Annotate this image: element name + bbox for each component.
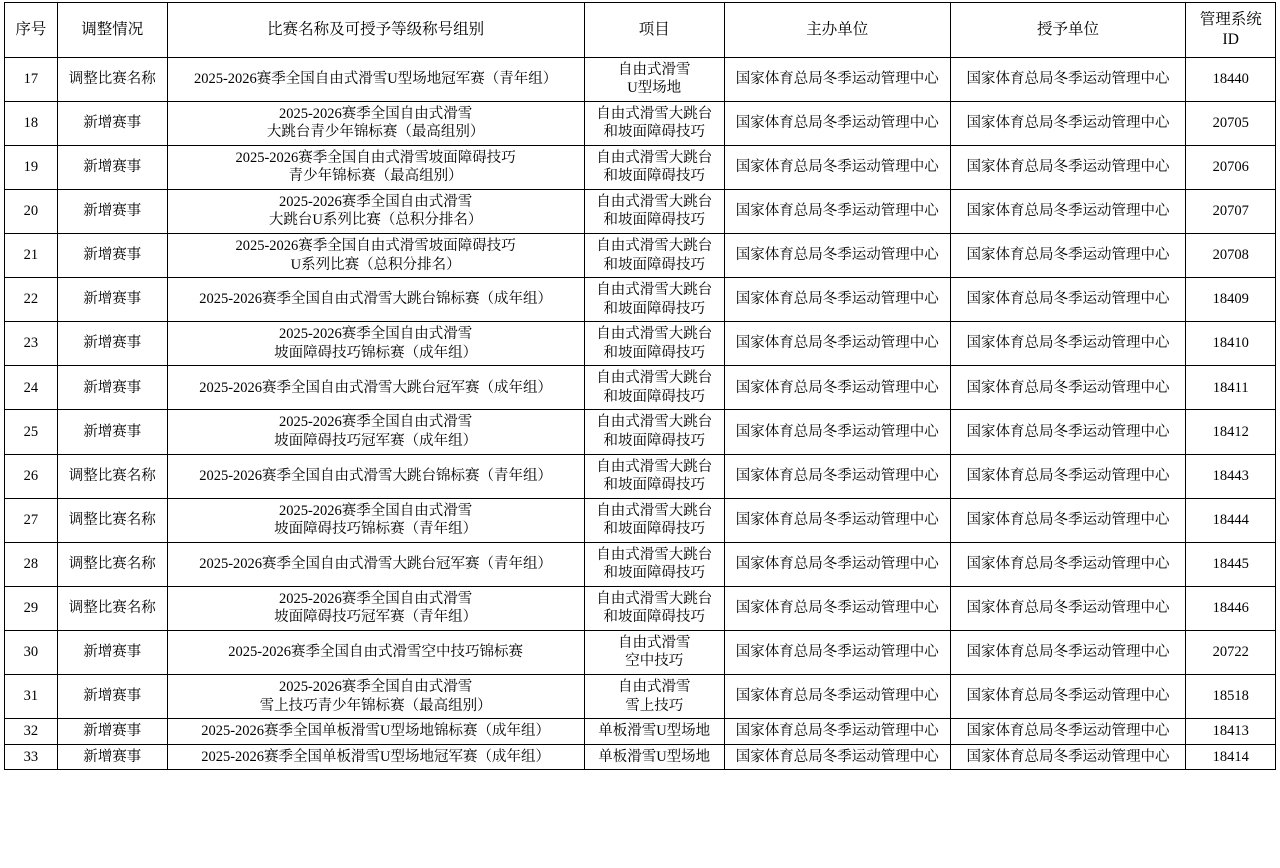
cell-competition-name bbox=[167, 674, 584, 718]
cell-event-discipline bbox=[584, 719, 724, 745]
cell-competition-name bbox=[167, 57, 584, 101]
cell-sequence-number: 17 bbox=[5, 57, 58, 101]
cell-competition-name-lines bbox=[170, 237, 582, 274]
cell-event-discipline bbox=[584, 145, 724, 189]
cell-competition-name-line-1: 2025-2026赛季全国自由式滑雪空中技巧锦标赛 bbox=[228, 644, 524, 661]
cell-event-discipline-lines bbox=[587, 413, 722, 450]
cell-event-discipline-line-1: 自由式滑雪大跳台 bbox=[596, 105, 713, 122]
cell-competition-name-line-2: 坡面障碍技巧冠军赛（青年组） bbox=[274, 609, 478, 626]
table-row bbox=[5, 498, 1276, 542]
column-header-event: 项目 bbox=[584, 3, 724, 58]
cell-competition-name-line-1: 2025-2026赛季全国自由式滑雪坡面障碍技巧 bbox=[235, 238, 516, 255]
cell-event-discipline-line-1: 自由式滑雪大跳台 bbox=[596, 149, 713, 166]
cell-competition-name-lines bbox=[170, 502, 582, 539]
cell-competition-name-lines bbox=[170, 70, 582, 89]
cell-event-discipline-lines bbox=[587, 590, 722, 627]
cell-host-unit: 国家体育总局冬季运动管理中心 bbox=[724, 744, 950, 770]
cell-competition-name bbox=[167, 189, 584, 233]
cell-adjustment-type: 新增赛事 bbox=[57, 674, 167, 718]
cell-grantor-unit: 国家体育总局冬季运动管理中心 bbox=[950, 498, 1186, 542]
cell-host-unit: 国家体育总局冬季运动管理中心 bbox=[724, 586, 950, 630]
cell-competition-name-lines bbox=[170, 590, 582, 627]
cell-event-discipline bbox=[584, 542, 724, 586]
cell-grantor-unit: 国家体育总局冬季运动管理中心 bbox=[950, 366, 1186, 410]
cell-event-discipline-line-1: 自由式滑雪 bbox=[617, 61, 691, 78]
cell-host-unit: 国家体育总局冬季运动管理中心 bbox=[724, 630, 950, 674]
cell-event-discipline-line-2: 和坡面障碍技巧 bbox=[603, 256, 705, 273]
table-row bbox=[5, 719, 1276, 745]
cell-event-discipline bbox=[584, 498, 724, 542]
cell-sequence-number: 31 bbox=[5, 674, 58, 718]
cell-competition-name-line-1: 2025-2026赛季全国自由式滑雪坡面障碍技巧 bbox=[235, 149, 516, 166]
cell-sequence-number: 26 bbox=[5, 454, 58, 498]
cell-competition-name-line-1: 2025-2026赛季全国自由式滑雪 bbox=[278, 193, 473, 210]
cell-competition-name-lines bbox=[170, 290, 582, 309]
cell-grantor-unit: 国家体育总局冬季运动管理中心 bbox=[950, 278, 1186, 322]
cell-event-discipline bbox=[584, 630, 724, 674]
cell-event-discipline-line-1: 自由式滑雪大跳台 bbox=[596, 414, 713, 431]
cell-sequence-number: 23 bbox=[5, 322, 58, 366]
cell-event-discipline bbox=[584, 410, 724, 454]
cell-event-discipline-line-1: 自由式滑雪大跳台 bbox=[596, 590, 713, 607]
cell-adjustment-type: 新增赛事 bbox=[57, 189, 167, 233]
table-row bbox=[5, 57, 1276, 101]
cell-competition-name bbox=[167, 322, 584, 366]
cell-event-discipline-lines bbox=[587, 281, 722, 318]
cell-competition-name-lines bbox=[170, 193, 582, 230]
cell-event-discipline bbox=[584, 366, 724, 410]
cell-event-discipline-line-2: 和坡面障碍技巧 bbox=[603, 432, 705, 449]
cell-competition-name-line-1: 2025-2026赛季全国自由式滑雪大跳台冠军赛（成年组） bbox=[199, 379, 553, 396]
table-row bbox=[5, 542, 1276, 586]
cell-sequence-number: 28 bbox=[5, 542, 58, 586]
cell-sequence-number: 20 bbox=[5, 189, 58, 233]
cell-event-discipline-line-1: 自由式滑雪大跳台 bbox=[596, 238, 713, 255]
cell-host-unit: 国家体育总局冬季运动管理中心 bbox=[724, 101, 950, 145]
table-row bbox=[5, 744, 1276, 770]
cell-adjustment-type: 新增赛事 bbox=[57, 145, 167, 189]
cell-event-discipline-lines bbox=[587, 105, 722, 142]
table-row bbox=[5, 366, 1276, 410]
cell-event-discipline bbox=[584, 101, 724, 145]
column-header-system-id-line-2: ID bbox=[1222, 30, 1239, 48]
table-body bbox=[5, 57, 1276, 770]
cell-competition-name-line-2: 坡面障碍技巧锦标赛（成年组） bbox=[274, 344, 478, 361]
cell-competition-name-line-1: 2025-2026赛季全国自由式滑雪 bbox=[278, 326, 473, 343]
cell-event-discipline-line-1: 自由式滑雪大跳台 bbox=[596, 282, 713, 299]
cell-event-discipline-line-2: 和坡面障碍技巧 bbox=[603, 609, 705, 626]
cell-adjustment-type: 调整比赛名称 bbox=[57, 57, 167, 101]
cell-event-discipline bbox=[584, 586, 724, 630]
cell-competition-name bbox=[167, 410, 584, 454]
cell-competition-name-lines bbox=[170, 413, 582, 450]
table-row bbox=[5, 410, 1276, 454]
cell-sequence-number: 19 bbox=[5, 145, 58, 189]
cell-sequence-number: 25 bbox=[5, 410, 58, 454]
cell-sequence-number: 18 bbox=[5, 101, 58, 145]
table-row bbox=[5, 189, 1276, 233]
competition-adjustment-table bbox=[4, 2, 1276, 770]
cell-system-id: 18414 bbox=[1186, 744, 1276, 770]
cell-competition-name-lines bbox=[170, 722, 582, 741]
cell-system-id: 18410 bbox=[1186, 322, 1276, 366]
cell-host-unit: 国家体育总局冬季运动管理中心 bbox=[724, 57, 950, 101]
cell-competition-name-line-1: 2025-2026赛季全国自由式滑雪 bbox=[278, 502, 473, 519]
cell-grantor-unit: 国家体育总局冬季运动管理中心 bbox=[950, 744, 1186, 770]
cell-competition-name-lines bbox=[170, 149, 582, 186]
cell-system-id: 20707 bbox=[1186, 189, 1276, 233]
cell-grantor-unit: 国家体育总局冬季运动管理中心 bbox=[950, 630, 1186, 674]
cell-event-discipline bbox=[584, 234, 724, 278]
cell-competition-name-line-2: 坡面障碍技巧锦标赛（青年组） bbox=[274, 521, 478, 538]
cell-grantor-unit: 国家体育总局冬季运动管理中心 bbox=[950, 674, 1186, 718]
cell-system-id: 18411 bbox=[1186, 366, 1276, 410]
cell-system-id: 18444 bbox=[1186, 498, 1276, 542]
cell-host-unit: 国家体育总局冬季运动管理中心 bbox=[724, 234, 950, 278]
cell-event-discipline-line-1: 自由式滑雪 bbox=[617, 678, 691, 695]
cell-event-discipline-lines bbox=[587, 678, 722, 715]
cell-competition-name-lines bbox=[170, 467, 582, 486]
cell-adjustment-type: 新增赛事 bbox=[57, 101, 167, 145]
cell-host-unit: 国家体育总局冬季运动管理中心 bbox=[724, 278, 950, 322]
cell-sequence-number: 33 bbox=[5, 744, 58, 770]
cell-competition-name bbox=[167, 366, 584, 410]
cell-competition-name-line-1: 2025-2026赛季全国自由式滑雪大跳台锦标赛（成年组） bbox=[199, 291, 553, 308]
cell-event-discipline-line-1: 自由式滑雪大跳台 bbox=[596, 458, 713, 475]
cell-competition-name bbox=[167, 630, 584, 674]
cell-adjustment-type: 调整比赛名称 bbox=[57, 542, 167, 586]
cell-system-id: 20705 bbox=[1186, 101, 1276, 145]
cell-sequence-number: 21 bbox=[5, 234, 58, 278]
cell-grantor-unit: 国家体育总局冬季运动管理中心 bbox=[950, 189, 1186, 233]
cell-grantor-unit: 国家体育总局冬季运动管理中心 bbox=[950, 322, 1186, 366]
table-row bbox=[5, 101, 1276, 145]
cell-competition-name bbox=[167, 278, 584, 322]
cell-event-discipline-line-2: 和坡面障碍技巧 bbox=[603, 477, 705, 494]
cell-grantor-unit: 国家体育总局冬季运动管理中心 bbox=[950, 145, 1186, 189]
table-row bbox=[5, 234, 1276, 278]
cell-competition-name bbox=[167, 454, 584, 498]
column-header-grantor-unit: 授予单位 bbox=[950, 3, 1186, 58]
cell-competition-name-lines bbox=[170, 748, 582, 767]
cell-adjustment-type: 新增赛事 bbox=[57, 278, 167, 322]
cell-event-discipline-line-2: 雪上技巧 bbox=[625, 697, 684, 714]
cell-system-id: 18413 bbox=[1186, 719, 1276, 745]
cell-event-discipline bbox=[584, 57, 724, 101]
cell-event-discipline-lines bbox=[587, 722, 722, 741]
table-row bbox=[5, 586, 1276, 630]
cell-competition-name bbox=[167, 234, 584, 278]
table-row bbox=[5, 278, 1276, 322]
cell-competition-name-line-1: 2025-2026赛季全国自由式滑雪 bbox=[278, 590, 473, 607]
cell-competition-name-lines bbox=[170, 555, 582, 574]
cell-grantor-unit: 国家体育总局冬季运动管理中心 bbox=[950, 234, 1186, 278]
cell-competition-name-line-2: 坡面障碍技巧冠军赛（成年组） bbox=[274, 432, 478, 449]
cell-adjustment-type: 新增赛事 bbox=[57, 719, 167, 745]
cell-event-discipline-lines bbox=[587, 61, 722, 98]
cell-grantor-unit: 国家体育总局冬季运动管理中心 bbox=[950, 586, 1186, 630]
cell-sequence-number: 30 bbox=[5, 630, 58, 674]
cell-event-discipline bbox=[584, 674, 724, 718]
cell-competition-name-lines bbox=[170, 643, 582, 662]
cell-sequence-number: 22 bbox=[5, 278, 58, 322]
cell-host-unit: 国家体育总局冬季运动管理中心 bbox=[724, 674, 950, 718]
cell-competition-name-line-1: 2025-2026赛季全国单板滑雪U型场地冠军赛（成年组） bbox=[201, 748, 551, 765]
cell-event-discipline bbox=[584, 189, 724, 233]
cell-competition-name-line-1: 2025-2026赛季全国自由式滑雪 bbox=[278, 414, 473, 431]
cell-event-discipline-line-2: 和坡面障碍技巧 bbox=[603, 124, 705, 141]
cell-event-discipline-lines bbox=[587, 325, 722, 362]
cell-event-discipline bbox=[584, 278, 724, 322]
cell-event-discipline-line-2: 和坡面障碍技巧 bbox=[603, 388, 705, 405]
column-header-system-id-line-1: 管理系统 bbox=[1199, 11, 1262, 28]
cell-adjustment-type: 新增赛事 bbox=[57, 744, 167, 770]
cell-sequence-number: 29 bbox=[5, 586, 58, 630]
cell-system-id: 20708 bbox=[1186, 234, 1276, 278]
table-row bbox=[5, 322, 1276, 366]
cell-event-discipline-line-2: 和坡面障碍技巧 bbox=[603, 565, 705, 582]
cell-competition-name-line-2: U系列比赛（总积分排名） bbox=[290, 256, 461, 273]
table-row bbox=[5, 630, 1276, 674]
cell-event-discipline-line-2: U型场地 bbox=[627, 80, 682, 97]
cell-event-discipline-line-1: 自由式滑雪大跳台 bbox=[596, 546, 713, 563]
table-header-row bbox=[5, 3, 1276, 58]
cell-system-id: 18446 bbox=[1186, 586, 1276, 630]
cell-sequence-number: 27 bbox=[5, 498, 58, 542]
cell-host-unit: 国家体育总局冬季运动管理中心 bbox=[724, 454, 950, 498]
cell-competition-name-line-1: 2025-2026赛季全国自由式滑雪大跳台锦标赛（青年组） bbox=[199, 467, 553, 484]
cell-host-unit: 国家体育总局冬季运动管理中心 bbox=[724, 322, 950, 366]
cell-event-discipline bbox=[584, 322, 724, 366]
cell-grantor-unit: 国家体育总局冬季运动管理中心 bbox=[950, 454, 1186, 498]
cell-system-id: 18412 bbox=[1186, 410, 1276, 454]
cell-system-id: 20722 bbox=[1186, 630, 1276, 674]
cell-host-unit: 国家体育总局冬季运动管理中心 bbox=[724, 719, 950, 745]
column-header-system-id bbox=[1186, 3, 1276, 58]
cell-event-discipline-line-1: 单板滑雪U型场地 bbox=[598, 723, 711, 740]
cell-competition-name-line-1: 2025-2026赛季全国自由式滑雪U型场地冠军赛（青年组） bbox=[193, 70, 558, 87]
cell-system-id: 18445 bbox=[1186, 542, 1276, 586]
cell-host-unit: 国家体育总局冬季运动管理中心 bbox=[724, 145, 950, 189]
cell-event-discipline-lines bbox=[587, 546, 722, 583]
cell-host-unit: 国家体育总局冬季运动管理中心 bbox=[724, 410, 950, 454]
cell-event-discipline-line-2: 和坡面障碍技巧 bbox=[603, 344, 705, 361]
cell-adjustment-type: 新增赛事 bbox=[57, 234, 167, 278]
cell-event-discipline-line-2: 和坡面障碍技巧 bbox=[603, 300, 705, 317]
cell-competition-name-line-1: 2025-2026赛季全国自由式滑雪 bbox=[278, 678, 473, 695]
column-header-host-unit: 主办单位 bbox=[724, 3, 950, 58]
column-header-seq: 序号 bbox=[5, 3, 58, 58]
cell-system-id: 18518 bbox=[1186, 674, 1276, 718]
cell-event-discipline bbox=[584, 454, 724, 498]
cell-event-discipline-line-1: 自由式滑雪大跳台 bbox=[596, 193, 713, 210]
cell-competition-name-line-2: 青少年锦标赛（最高组别） bbox=[288, 168, 463, 185]
cell-adjustment-type: 调整比赛名称 bbox=[57, 498, 167, 542]
cell-event-discipline-lines bbox=[587, 149, 722, 186]
cell-grantor-unit: 国家体育总局冬季运动管理中心 bbox=[950, 410, 1186, 454]
cell-competition-name-lines bbox=[170, 678, 582, 715]
cell-system-id: 18440 bbox=[1186, 57, 1276, 101]
cell-adjustment-type: 新增赛事 bbox=[57, 410, 167, 454]
cell-event-discipline-line-1: 自由式滑雪大跳台 bbox=[596, 326, 713, 343]
cell-grantor-unit: 国家体育总局冬季运动管理中心 bbox=[950, 542, 1186, 586]
cell-event-discipline-lines bbox=[587, 193, 722, 230]
cell-competition-name bbox=[167, 498, 584, 542]
cell-event-discipline-line-1: 单板滑雪U型场地 bbox=[598, 748, 711, 765]
cell-host-unit: 国家体育总局冬季运动管理中心 bbox=[724, 366, 950, 410]
cell-competition-name bbox=[167, 542, 584, 586]
cell-adjustment-type: 调整比赛名称 bbox=[57, 586, 167, 630]
cell-event-discipline-line-1: 自由式滑雪 bbox=[617, 634, 691, 651]
cell-event-discipline-line-2: 和坡面障碍技巧 bbox=[603, 212, 705, 229]
cell-competition-name-lines bbox=[170, 325, 582, 362]
cell-event-discipline-line-2: 和坡面障碍技巧 bbox=[603, 521, 705, 538]
cell-grantor-unit: 国家体育总局冬季运动管理中心 bbox=[950, 57, 1186, 101]
cell-event-discipline-lines bbox=[587, 369, 722, 406]
cell-event-discipline-lines bbox=[587, 634, 722, 671]
cell-host-unit: 国家体育总局冬季运动管理中心 bbox=[724, 542, 950, 586]
cell-competition-name-line-1: 2025-2026赛季全国单板滑雪U型场地锦标赛（成年组） bbox=[201, 723, 551, 740]
cell-host-unit: 国家体育总局冬季运动管理中心 bbox=[724, 498, 950, 542]
cell-event-discipline-line-1: 自由式滑雪大跳台 bbox=[596, 502, 713, 519]
cell-event-discipline-lines bbox=[587, 237, 722, 274]
cell-competition-name-line-2: 大跳台青少年锦标赛（最高组别） bbox=[266, 124, 485, 141]
cell-event-discipline-lines bbox=[587, 502, 722, 539]
cell-system-id: 18443 bbox=[1186, 454, 1276, 498]
cell-sequence-number: 32 bbox=[5, 719, 58, 745]
cell-event-discipline-line-2: 和坡面障碍技巧 bbox=[603, 168, 705, 185]
cell-adjustment-type: 新增赛事 bbox=[57, 366, 167, 410]
cell-competition-name-line-2: 大跳台U系列比赛（总积分排名） bbox=[268, 212, 483, 229]
table-row bbox=[5, 674, 1276, 718]
cell-event-discipline bbox=[584, 744, 724, 770]
cell-adjustment-type: 新增赛事 bbox=[57, 630, 167, 674]
cell-competition-name-line-2: 雪上技巧青少年锦标赛（最高组别） bbox=[259, 697, 492, 714]
cell-competition-name bbox=[167, 744, 584, 770]
cell-competition-name-line-1: 2025-2026赛季全国自由式滑雪大跳台冠军赛（青年组） bbox=[199, 555, 553, 572]
cell-sequence-number: 24 bbox=[5, 366, 58, 410]
cell-adjustment-type: 新增赛事 bbox=[57, 322, 167, 366]
cell-competition-name-line-1: 2025-2026赛季全国自由式滑雪 bbox=[278, 105, 473, 122]
table-row bbox=[5, 454, 1276, 498]
column-header-competition-name: 比赛名称及可授予等级称号组别 bbox=[167, 3, 584, 58]
cell-competition-name bbox=[167, 586, 584, 630]
cell-grantor-unit: 国家体育总局冬季运动管理中心 bbox=[950, 719, 1186, 745]
cell-event-discipline-line-1: 自由式滑雪大跳台 bbox=[596, 370, 713, 387]
table-header bbox=[5, 3, 1276, 58]
cell-adjustment-type: 调整比赛名称 bbox=[57, 454, 167, 498]
cell-competition-name bbox=[167, 719, 584, 745]
column-header-adjustment: 调整情况 bbox=[57, 3, 167, 58]
cell-competition-name bbox=[167, 101, 584, 145]
cell-competition-name-lines bbox=[170, 105, 582, 142]
cell-system-id: 20706 bbox=[1186, 145, 1276, 189]
cell-grantor-unit: 国家体育总局冬季运动管理中心 bbox=[950, 101, 1186, 145]
cell-event-discipline-lines bbox=[587, 748, 722, 767]
column-header-system-id-lines bbox=[1188, 10, 1273, 50]
cell-competition-name bbox=[167, 145, 584, 189]
table-row bbox=[5, 145, 1276, 189]
cell-event-discipline-line-2: 空中技巧 bbox=[625, 653, 684, 670]
cell-competition-name-lines bbox=[170, 379, 582, 398]
cell-host-unit: 国家体育总局冬季运动管理中心 bbox=[724, 189, 950, 233]
cell-system-id: 18409 bbox=[1186, 278, 1276, 322]
cell-event-discipline-lines bbox=[587, 458, 722, 495]
